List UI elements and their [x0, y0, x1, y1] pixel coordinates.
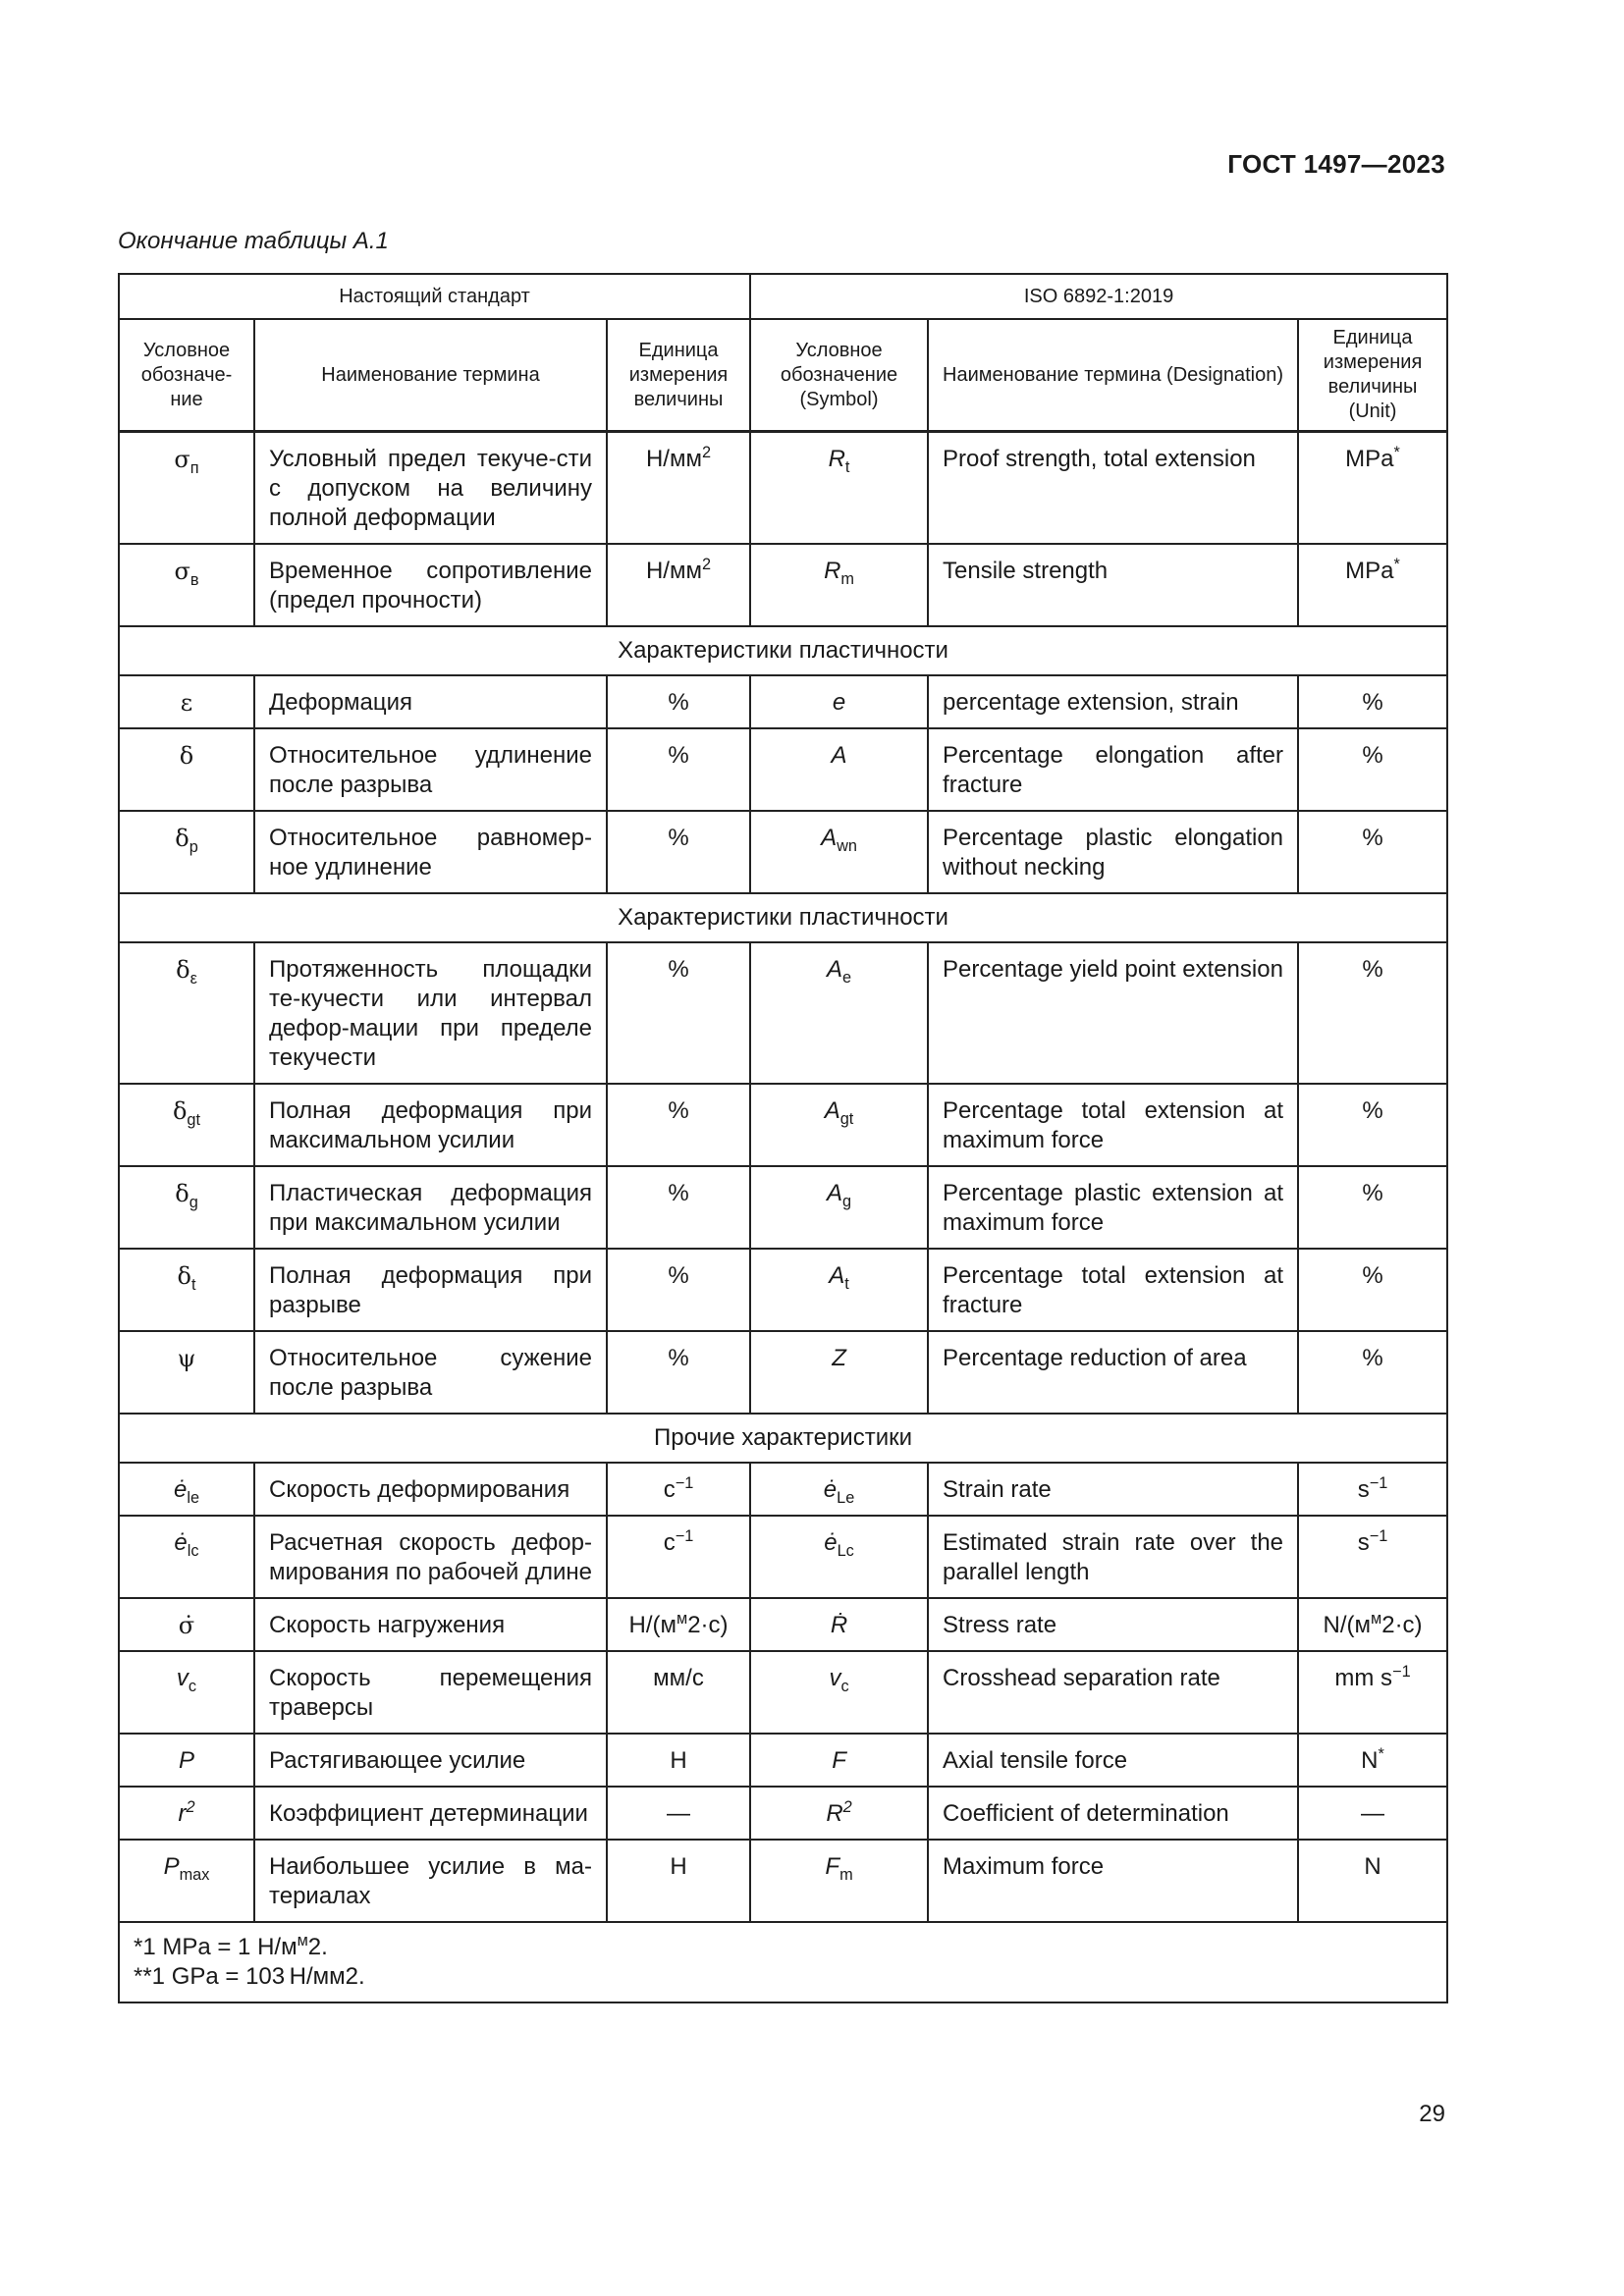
cell-unit-en: mm $s^{-1}$ [1298, 1651, 1447, 1734]
group-header-iso: ISO 6892-1:2019 [750, 274, 1447, 319]
cell-unit-en: % [1298, 1249, 1447, 1331]
cell-unit-en: % [1298, 811, 1447, 893]
section-row [119, 626, 1447, 675]
cell-name-en: Crosshead separation rate [928, 1651, 1298, 1734]
cell-unit-ru: % [607, 728, 750, 811]
col-header-symbol-en: Условное обозначение (Symbol) [750, 319, 928, 432]
cell-symbol-en: $R_t$ [750, 432, 928, 545]
cell-symbol-ru: $P_{max}$ [119, 1840, 254, 1922]
table-row [119, 1249, 1447, 1331]
cell-unit-ru: % [607, 811, 750, 893]
table-row [119, 1787, 1447, 1840]
cell-unit-en: $N/(м^м2\cdot с)$ [1298, 1598, 1447, 1651]
section-row [119, 893, 1447, 942]
cell-name-en: Percentage reduction of area [928, 1331, 1298, 1414]
cell-unit-ru: $Н/мм^2$ [607, 432, 750, 545]
cell-unit-en: % [1298, 942, 1447, 1084]
cell-symbol-ru: ε [119, 675, 254, 728]
page-number: 29 [1419, 2101, 1445, 2127]
cell-symbol-ru: $\delta_{gt}$ [119, 1084, 254, 1166]
table-row [119, 1516, 1447, 1598]
cell-name-ru: Протяженность площадки те-кучести или интервал дефор-мации при пределе текучести [254, 942, 607, 1084]
cell-symbol-en: $A_e$ [750, 942, 928, 1084]
column-header-row [119, 319, 1447, 432]
cell-unit-ru: % [607, 1084, 750, 1166]
cell-symbol-en: $A_t$ [750, 1249, 928, 1331]
table-row [119, 728, 1447, 811]
table-row [119, 432, 1447, 545]
cell-unit-ru: % [607, 1331, 750, 1414]
table-row [119, 811, 1447, 893]
cell-name-ru: Расчетная скорость дефор-мирования по рабочей длине [254, 1516, 607, 1598]
cell-name-ru: Относительное сужение после разрыва [254, 1331, 607, 1414]
cell-unit-en: MPa* [1298, 544, 1447, 626]
cell-name-ru: Растягивающее усилие [254, 1734, 607, 1787]
section-title: Прочие характеристики [119, 1414, 1447, 1463]
section-title: Характеристики пластичности [119, 893, 1447, 942]
col-header-unit-ru: Единица измерения величины [607, 319, 750, 432]
cell-name-ru: Наибольшее усилие в ма-териалах [254, 1840, 607, 1922]
table-row [119, 1651, 1447, 1734]
cell-symbol-en: $v_c$ [750, 1651, 928, 1734]
cell-unit-ru: $с^{-1}$ [607, 1463, 750, 1516]
cell-symbol-en: $ė_{Lc}$ [750, 1516, 928, 1598]
cell-symbol-ru: $ė_{lc}$ [119, 1516, 254, 1598]
cell-name-en: Coefficient of determination [928, 1787, 1298, 1840]
cell-symbol-en: $ė_{Le}$ [750, 1463, 928, 1516]
cell-unit-en: $s^{-1}$ [1298, 1463, 1447, 1516]
cell-unit-ru: $Н/(м^м2\cdot с)$ [607, 1598, 750, 1651]
cell-symbol-en: $A_{wn}$ [750, 811, 928, 893]
cell-unit-ru: мм/с [607, 1651, 750, 1734]
cell-name-en: Maximum force [928, 1840, 1298, 1922]
cell-symbol-en: Z [750, 1331, 928, 1414]
cell-unit-en: — [1298, 1787, 1447, 1840]
cell-symbol-ru: $r^2$ [119, 1787, 254, 1840]
footnotes [119, 1922, 1447, 2002]
cell-symbol-ru: $\sigma_в$ [119, 544, 254, 626]
cell-name-ru: Коэффициент детерминации [254, 1787, 607, 1840]
cell-name-en: Strain rate [928, 1463, 1298, 1516]
cell-unit-ru: — [607, 1787, 750, 1840]
cell-symbol-en: $R^2$ [750, 1787, 928, 1840]
cell-symbol-en: $R_m$ [750, 544, 928, 626]
cell-symbol-ru: $\delta_t$ [119, 1249, 254, 1331]
table-row [119, 1734, 1447, 1787]
cell-name-en: Proof strength, total extension [928, 432, 1298, 545]
table-row [119, 942, 1447, 1084]
table-row [119, 1463, 1447, 1516]
cell-symbol-en: F [750, 1734, 928, 1787]
cell-name-en: Estimated strain rate over the parallel length [928, 1516, 1298, 1598]
cell-name-en: Percentage yield point extension [928, 942, 1298, 1084]
col-header-symbol-ru: Условное обозначе-ние [119, 319, 254, 432]
section-row [119, 1414, 1447, 1463]
cell-symbol-en: Ṙ [750, 1598, 928, 1651]
cell-unit-ru: % [607, 675, 750, 728]
cell-symbol-ru: $\sigma_п$ [119, 432, 254, 545]
cell-name-ru: Скорость перемещения траверсы [254, 1651, 607, 1734]
cell-symbol-ru: σ̇ [119, 1598, 254, 1651]
cell-name-en: Percentage plastic extension at maximum force [928, 1166, 1298, 1249]
table-row [119, 1084, 1447, 1166]
cell-name-ru: Полная деформация при разрыве [254, 1249, 607, 1331]
table-row [119, 1331, 1447, 1414]
cell-unit-ru: Н [607, 1734, 750, 1787]
cell-name-ru: Скорость нагружения [254, 1598, 607, 1651]
cell-name-ru: Относительное удлинение после разрыва [254, 728, 607, 811]
cell-unit-ru: % [607, 1249, 750, 1331]
table-caption: Окончание таблицы А.1 [118, 228, 389, 254]
group-header-national: Настоящий стандарт [119, 274, 750, 319]
cell-symbol-ru: δ [119, 728, 254, 811]
cell-name-en: Axial tensile force [928, 1734, 1298, 1787]
document-id: ГОСТ 1497—2023 [1227, 149, 1445, 179]
terms-table [118, 273, 1448, 2003]
cell-name-en: Percentage plastic elongation without necking [928, 811, 1298, 893]
cell-symbol-ru: ψ [119, 1331, 254, 1414]
cell-name-ru: Полная деформация при максимальном усилии [254, 1084, 607, 1166]
cell-unit-en: % [1298, 675, 1447, 728]
col-header-name-ru: Наименование термина [254, 319, 607, 432]
cell-unit-ru: % [607, 1166, 750, 1249]
table-row [119, 544, 1447, 626]
table-row [119, 675, 1447, 728]
cell-unit-en: % [1298, 728, 1447, 811]
footnote: *1 MPa = 1 $Н/м^м2$. [134, 1932, 328, 1960]
section-title: Характеристики пластичности [119, 626, 1447, 675]
cell-unit-en: $s^{-1}$ [1298, 1516, 1447, 1598]
cell-unit-ru: Н [607, 1840, 750, 1922]
cell-name-ru: Относительное равномер-ное удлинение [254, 811, 607, 893]
cell-unit-en: MPa* [1298, 432, 1447, 545]
cell-symbol-ru: $\delta_g$ [119, 1166, 254, 1249]
cell-symbol-en: $A_{gt}$ [750, 1084, 928, 1166]
cell-unit-ru: $с^{-1}$ [607, 1516, 750, 1598]
cell-symbol-ru: $v_c$ [119, 1651, 254, 1734]
cell-name-ru: Скорость деформирования [254, 1463, 607, 1516]
cell-unit-ru: % [607, 942, 750, 1084]
table-row [119, 1598, 1447, 1651]
cell-name-ru: Пластическая деформация при максимальном усилии [254, 1166, 607, 1249]
col-header-unit-en: Единица измерения величины (Unit) [1298, 319, 1447, 432]
cell-unit-en: N* [1298, 1734, 1447, 1787]
cell-name-ru: Деформация [254, 675, 607, 728]
cell-name-en: Stress rate [928, 1598, 1298, 1651]
table-row [119, 1840, 1447, 1922]
cell-symbol-en: e [750, 675, 928, 728]
cell-unit-en: N [1298, 1840, 1447, 1922]
cell-symbol-en: $F_m$ [750, 1840, 928, 1922]
table-row [119, 1166, 1447, 1249]
cell-unit-en: % [1298, 1166, 1447, 1249]
cell-unit-en: % [1298, 1331, 1447, 1414]
footnote: **1 GPa = 103 Н/мм2. [134, 1963, 365, 1990]
cell-symbol-en: A [750, 728, 928, 811]
cell-symbol-ru: P [119, 1734, 254, 1787]
cell-name-en: Tensile strength [928, 544, 1298, 626]
cell-name-en: Percentage elongation after fracture [928, 728, 1298, 811]
cell-symbol-ru: $ė_{le}$ [119, 1463, 254, 1516]
cell-symbol-ru: $\delta_p$ [119, 811, 254, 893]
cell-unit-ru: $Н/мм^2$ [607, 544, 750, 626]
cell-name-en: Percentage total extension at fracture [928, 1249, 1298, 1331]
cell-symbol-en: $A_g$ [750, 1166, 928, 1249]
cell-name-ru: Временное сопротивление (предел прочности) [254, 544, 607, 626]
cell-unit-en: % [1298, 1084, 1447, 1166]
footnotes-row [119, 1922, 1447, 2002]
cell-name-ru: Условный предел текуче-сти с допуском на величину полной деформации [254, 432, 607, 545]
cell-name-en: Percentage total extension at maximum force [928, 1084, 1298, 1166]
col-header-name-en: Наименование термина (Designation) [928, 319, 1298, 432]
cell-name-en: percentage extension, strain [928, 675, 1298, 728]
cell-symbol-ru: $\delta_\varepsilon$ [119, 942, 254, 1084]
group-header-row [119, 274, 1447, 319]
